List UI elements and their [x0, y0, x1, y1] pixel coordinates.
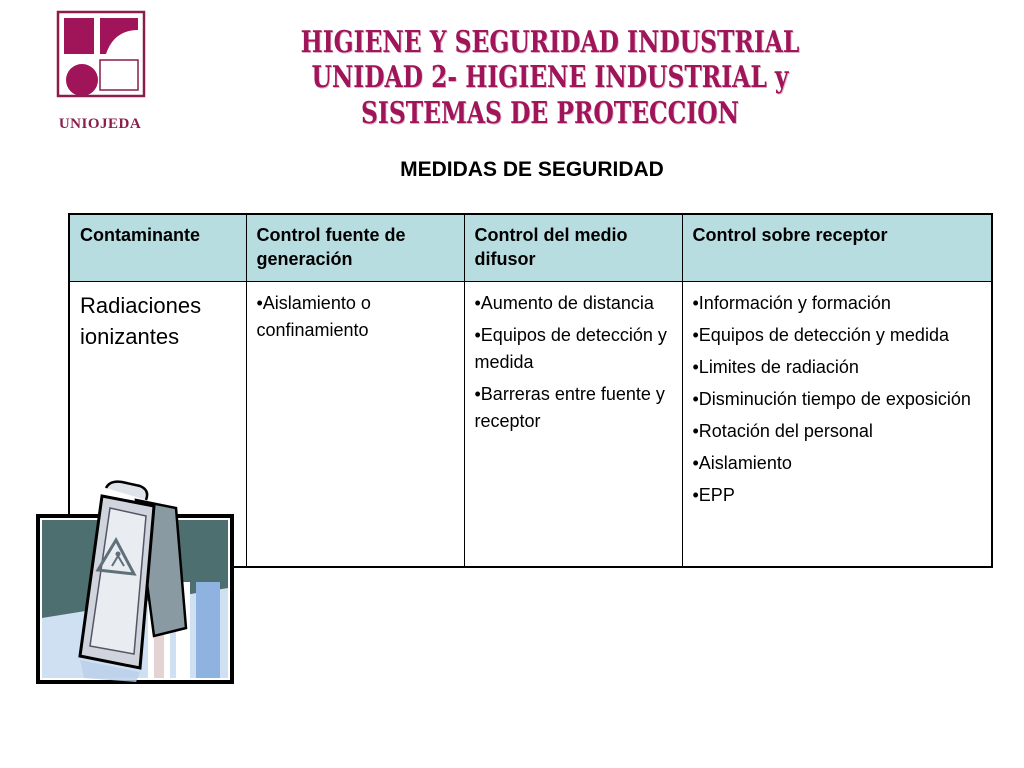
- caution-sign-icon: [36, 478, 236, 684]
- list-item: •Limites de radiación: [692, 357, 859, 377]
- uniojeda-logo: [44, 8, 156, 136]
- cell-fuente: [246, 282, 464, 568]
- column-header-fuente: Control fuente de generación: [246, 214, 464, 282]
- section-title: MEDIDAS DE SEGURIDAD: [400, 158, 664, 181]
- table-header-row: [69, 214, 992, 282]
- list-item: •Rotación del personal: [692, 421, 873, 441]
- logo-emblem-icon: [44, 8, 156, 116]
- header-title: [261, 26, 838, 132]
- caution-sign-clipart: [36, 478, 236, 684]
- list-item: •Equipos de detección y medida: [474, 325, 667, 372]
- column-header-medio: Control del medio difusor: [464, 214, 682, 282]
- list-item: •Información y formación: [692, 293, 891, 313]
- cell-contaminante: Radiaciones ionizantes: [69, 282, 246, 568]
- cell-medio: [464, 282, 682, 568]
- column-header-receptor: Control sobre receptor: [682, 214, 992, 282]
- header-line-1: HIGIENE Y SEGURIDAD INDUSTRIAL: [300, 25, 800, 60]
- list-item: •EPP: [692, 485, 735, 505]
- list-item: •Disminución tiempo de exposición: [692, 389, 971, 409]
- cell-receptor: [682, 282, 992, 568]
- logo-text: UNIOJEDA: [58, 116, 142, 132]
- header-line-2: UNIDAD 2- HIGIENE INDUSTRIAL y SISTEMAS DE PROTECCION: [311, 60, 789, 131]
- column-header-contaminante: Contaminante: [69, 214, 246, 282]
- list-item: •Aislamiento o confinamiento: [256, 293, 371, 340]
- list-item: •Barreras entre fuente y receptor: [474, 384, 665, 431]
- list-item: •Aumento de distancia: [474, 293, 654, 313]
- list-item: •Aislamiento: [692, 453, 792, 473]
- list-item: •Equipos de detección y medida: [692, 325, 949, 345]
